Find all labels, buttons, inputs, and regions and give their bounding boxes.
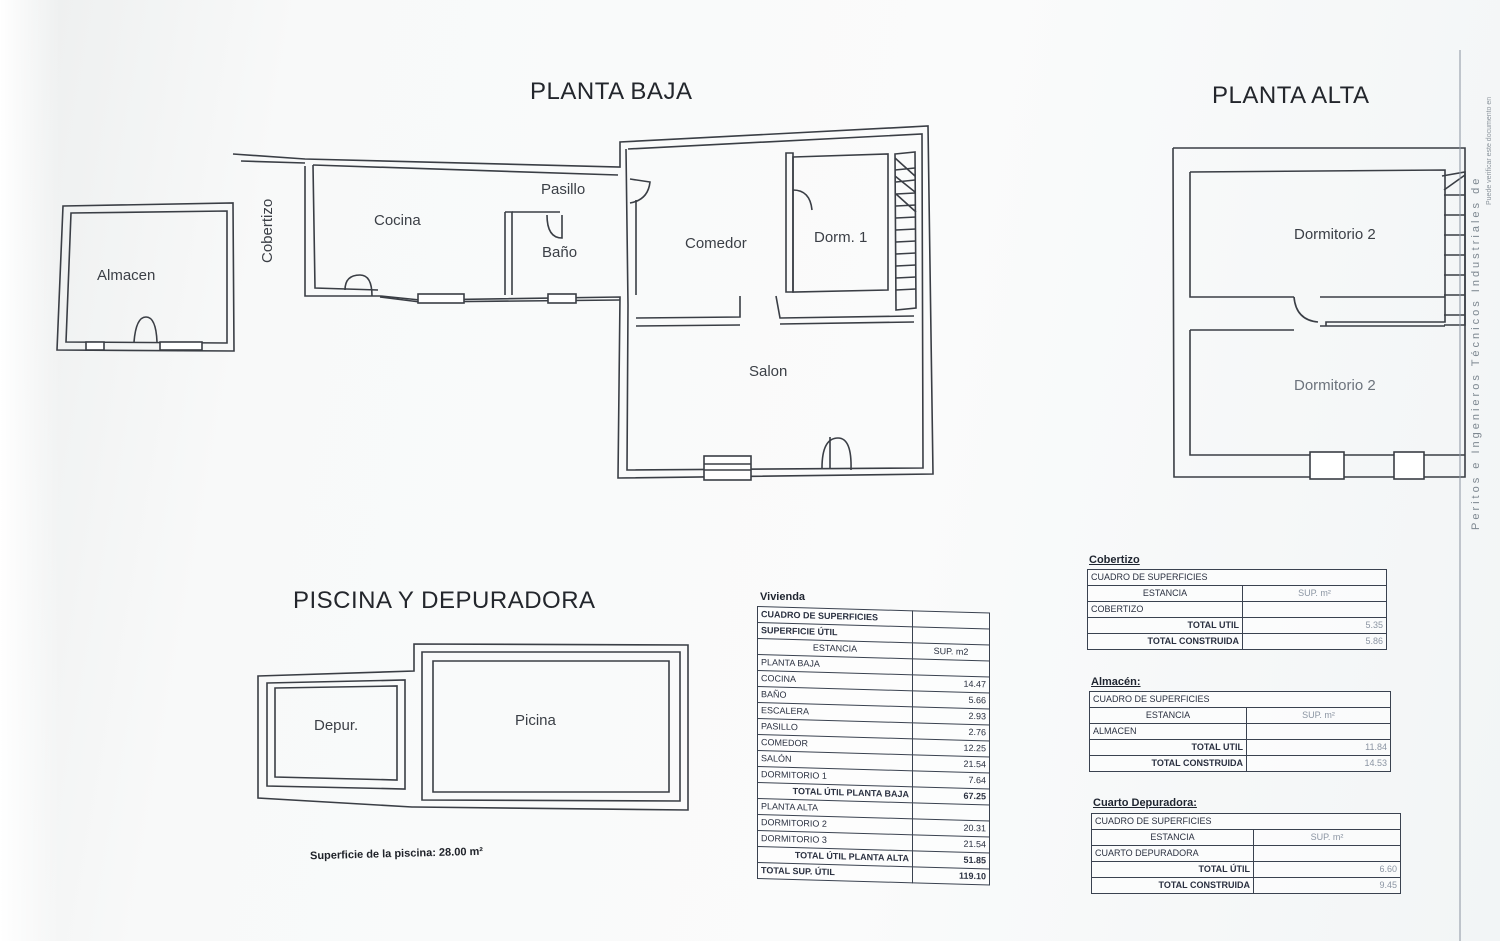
almacen-door: [134, 317, 157, 342]
room-label-pasillo: Pasillo: [541, 181, 586, 198]
depuradora-heading: Cuarto Depuradora:: [1093, 797, 1197, 809]
planta-baja-walls: [233, 126, 933, 478]
pool-surface-note: Superficie de la piscina: 28.00 m²: [309, 845, 484, 863]
salon-door: [822, 438, 851, 470]
table-row: DORMITORIO 1 7.64: [758, 767, 990, 789]
cell-superficie-util: SUPERFICIE ÚTIL: [758, 623, 913, 643]
room-label-cocina: Cocina: [374, 212, 421, 229]
table-row: COCINA 14.47: [758, 671, 990, 693]
title-planta-alta: PLANTA ALTA: [1212, 82, 1370, 109]
almacen-surface-table: CUADRO DE SUPERFICIES ESTANCIA SUP. m² ALMACEN TOTAL UTIL 11.84 TOTAL CONSTRUIDA 14.53: [1089, 691, 1391, 772]
cobertizo-heading: Cobertizo: [1089, 554, 1140, 566]
room-label-almacen: Almacen: [97, 267, 156, 284]
room-label-dormitorio2-bottom: Dormitorio 2: [1294, 377, 1376, 394]
cobertizo-surface-table: CUADRO DE SUPERFICIES ESTANCIA SUP. m² COBERTIZO TOTAL UTIL 5.35 TOTAL CONSTRUIDA 5.86: [1087, 569, 1387, 650]
table-row: DORMITORIO 3 21.54: [758, 831, 990, 853]
table-row: BAÑO 5.66: [758, 687, 990, 709]
planta-alta-window-1: [1310, 452, 1344, 479]
vivienda-heading: Vivienda: [760, 591, 806, 603]
section-planta-baja: PLANTA BAJA: [758, 655, 913, 675]
salon-window: [704, 456, 751, 480]
title-piscina: PISCINA Y DEPURADORA: [293, 587, 596, 614]
planta-alta-window-2: [1394, 452, 1424, 479]
room-label-picina: Picina: [515, 712, 556, 729]
sidebar-stamp-text: Peritos e Ingenieros Técnicos Industriales de: [1470, 175, 1482, 530]
total-row: TOTAL ÚTIL PLANTA ALTA 51.85: [758, 847, 990, 869]
depuradora-surface-table: CUADRO DE SUPERFICIES ESTANCIA SUP. m² CUARTO DEPURADORA TOTAL ÚTIL 6.60 TOTAL CONSTRUIDA 9.45: [1091, 813, 1401, 894]
table-row: ESCALERA 2.93: [758, 703, 990, 725]
col-estancia: ESTANCIA: [758, 639, 913, 659]
table-row: SALÓN 21.54: [758, 751, 990, 773]
table-row: DORMITORIO 2 20.31: [758, 815, 990, 837]
table-row: PASILLO 2.76: [758, 719, 990, 741]
room-label-comedor: Comedor: [685, 235, 747, 252]
room-label-bano: Baño: [542, 244, 578, 261]
almacen-window-left: [86, 342, 104, 350]
bano-window: [548, 294, 576, 303]
cell-cuadro: CUADRO DE SUPERFICIES: [758, 607, 913, 627]
room-label-cobertizo: Cobertizo: [259, 198, 276, 263]
room-label-dorm1: Dorm. 1: [814, 229, 868, 246]
cocina-door: [345, 275, 372, 296]
cocina-window: [418, 294, 464, 303]
total-row: TOTAL ÚTIL PLANTA BAJA 67.25: [758, 783, 990, 805]
room-label-salon: Salon: [749, 363, 788, 380]
planta-alta-walls: [1173, 148, 1465, 477]
almacen-heading: Almacén:: [1091, 676, 1141, 688]
almacen-window-right: [160, 342, 202, 350]
total-row: TOTAL SUP. ÚTIL 119.10: [758, 863, 990, 885]
sidebar-verify-text: Puede verificar este documento en: [1486, 96, 1493, 205]
section-planta-alta: PLANTA ALTA: [758, 799, 913, 819]
title-planta-baja: PLANTA BAJA: [530, 78, 693, 105]
room-label-dormitorio2-top: Dormitorio 2: [1294, 226, 1376, 243]
vivienda-surface-table: [757, 606, 990, 886]
room-label-depur: Depur.: [314, 717, 359, 734]
table-row: COMEDOR 12.25: [758, 735, 990, 757]
col-sup: SUP. m2: [913, 643, 990, 661]
